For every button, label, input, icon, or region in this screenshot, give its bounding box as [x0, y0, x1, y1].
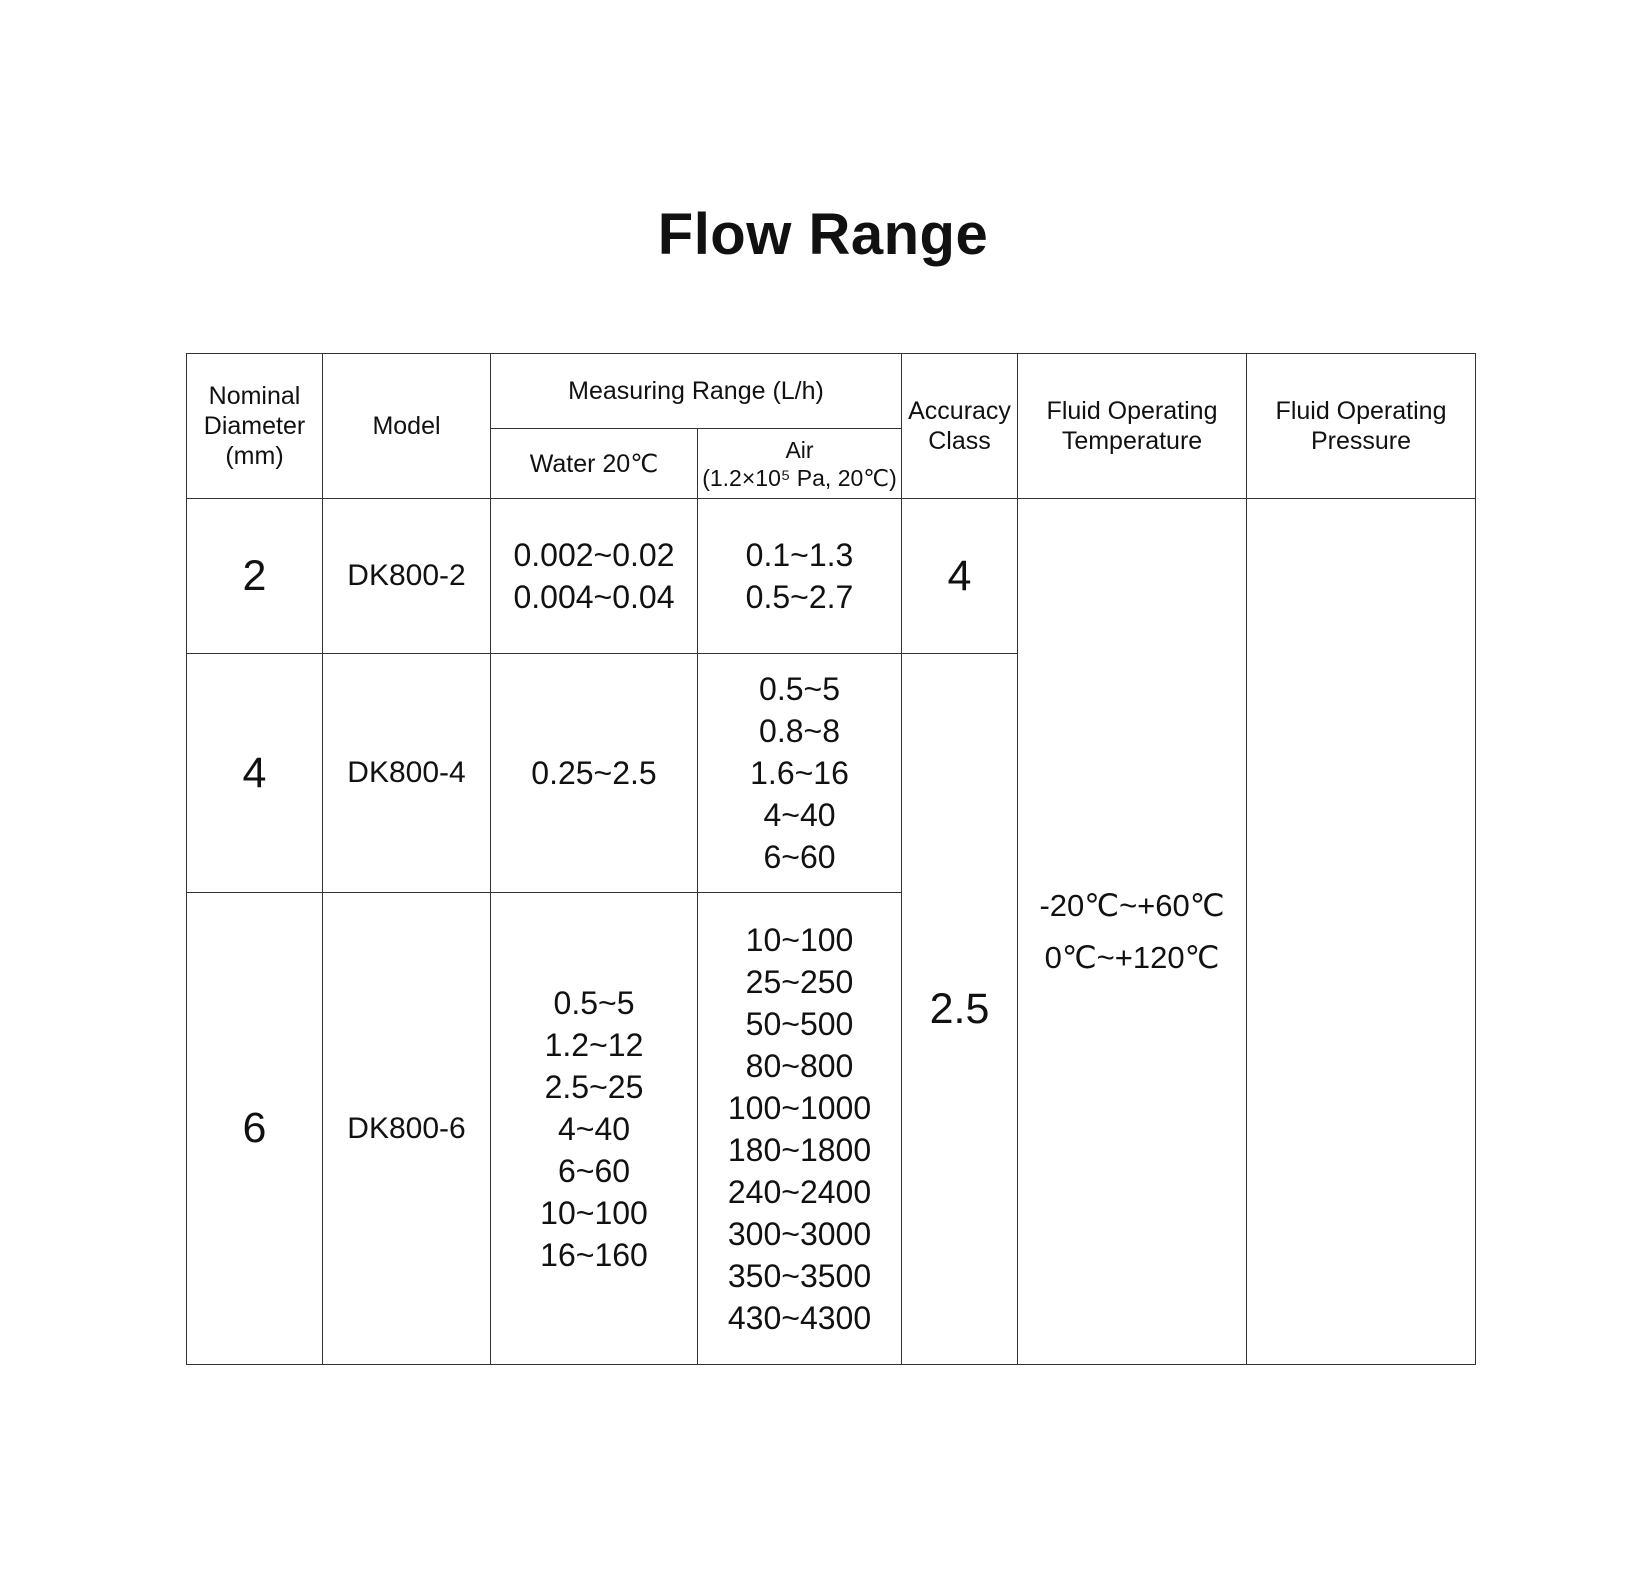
range-value: 6~60: [557, 1152, 631, 1189]
range-value: 1.6~16: [750, 755, 849, 791]
header-nominal-diameter-line2: Diameter: [203, 412, 306, 440]
range-value: 0.5~5: [759, 671, 840, 707]
row-2-diameter: 2: [187, 499, 323, 654]
header-fluid-pressure: [1247, 354, 1476, 499]
header-pressure-line2: Pressure: [1310, 427, 1412, 455]
range-value: 4~40: [557, 1110, 631, 1147]
range-value: 0.1~1.3: [745, 537, 854, 573]
row-6-water: [491, 893, 698, 1365]
header-model: Model: [323, 354, 491, 499]
pressure-cell: [1247, 499, 1476, 1365]
range-value: 0.8~8: [759, 713, 840, 749]
range-value: 10~100: [745, 921, 854, 958]
header-accuracy-line2: Class: [928, 427, 991, 455]
range-value: 0.5~5: [553, 984, 635, 1021]
flow-range-table: [186, 353, 1476, 1365]
row-4-air: [698, 654, 902, 893]
range-value: 4~40: [763, 797, 836, 833]
temperature-range-value: -20℃~+60℃: [1039, 887, 1225, 923]
row-4-diameter: 4: [187, 654, 323, 893]
header-temperature-line1: Fluid Operating: [1046, 397, 1218, 425]
accuracy-value-2-5: 2.5: [902, 654, 1018, 1365]
header-nominal-diameter-line1: Nominal: [208, 382, 301, 410]
range-value: 240~2400: [727, 1173, 872, 1210]
temperature-range-cell: [1018, 499, 1247, 1365]
range-value: 1.2~12: [544, 1026, 644, 1063]
row-2-air: [698, 499, 902, 654]
range-value: 6~60: [763, 839, 836, 875]
header-accuracy-line1: Accuracy: [908, 397, 1011, 425]
row-4-water: [491, 654, 698, 893]
range-value: 80~800: [745, 1047, 854, 1084]
range-value: 300~3000: [727, 1215, 872, 1252]
accuracy-value-4: 4: [902, 499, 1018, 654]
range-value: 350~3500: [727, 1257, 872, 1294]
header-pressure-line1: Fluid Operating: [1275, 397, 1447, 425]
range-value: 100~1000: [727, 1089, 872, 1126]
range-value: 0.002~0.02: [513, 537, 675, 573]
range-value: 2.5~25: [544, 1068, 644, 1105]
header-accuracy-class: [902, 354, 1018, 499]
range-value: 0.004~0.04: [513, 579, 675, 615]
row-6-model: DK800-6: [323, 893, 491, 1365]
header-air-line1: Air: [785, 436, 814, 463]
row-2-water: [491, 499, 698, 654]
range-value: 25~250: [745, 963, 854, 1000]
header-water: Water 20℃: [491, 429, 698, 499]
range-value: 0.25~2.5: [531, 755, 657, 791]
range-value: 0.5~2.7: [745, 579, 854, 615]
header-temperature-line2: Temperature: [1061, 427, 1203, 455]
header-air-line2: (1.2×10⁵ Pa, 20℃): [702, 464, 897, 491]
header-nominal-diameter: [187, 354, 323, 499]
range-value: 50~500: [745, 1005, 854, 1042]
row-6-diameter: 6: [187, 893, 323, 1365]
range-value: 430~4300: [727, 1299, 872, 1336]
temperature-range-value: 0℃~+120℃: [1044, 939, 1220, 975]
row-6-air: [698, 893, 902, 1365]
row-4-model: DK800-4: [323, 654, 491, 893]
range-value: 180~1800: [727, 1131, 872, 1168]
page-title: Flow Range: [657, 202, 989, 267]
range-value: 10~100: [540, 1194, 648, 1231]
header-fluid-temperature: [1018, 354, 1247, 499]
row-2-model: DK800-2: [323, 499, 491, 654]
range-value: 16~160: [540, 1236, 648, 1273]
header-air: [698, 429, 902, 499]
header-measuring-range: Measuring Range (L/h): [491, 354, 902, 429]
header-nominal-diameter-line3: (mm): [225, 442, 284, 470]
